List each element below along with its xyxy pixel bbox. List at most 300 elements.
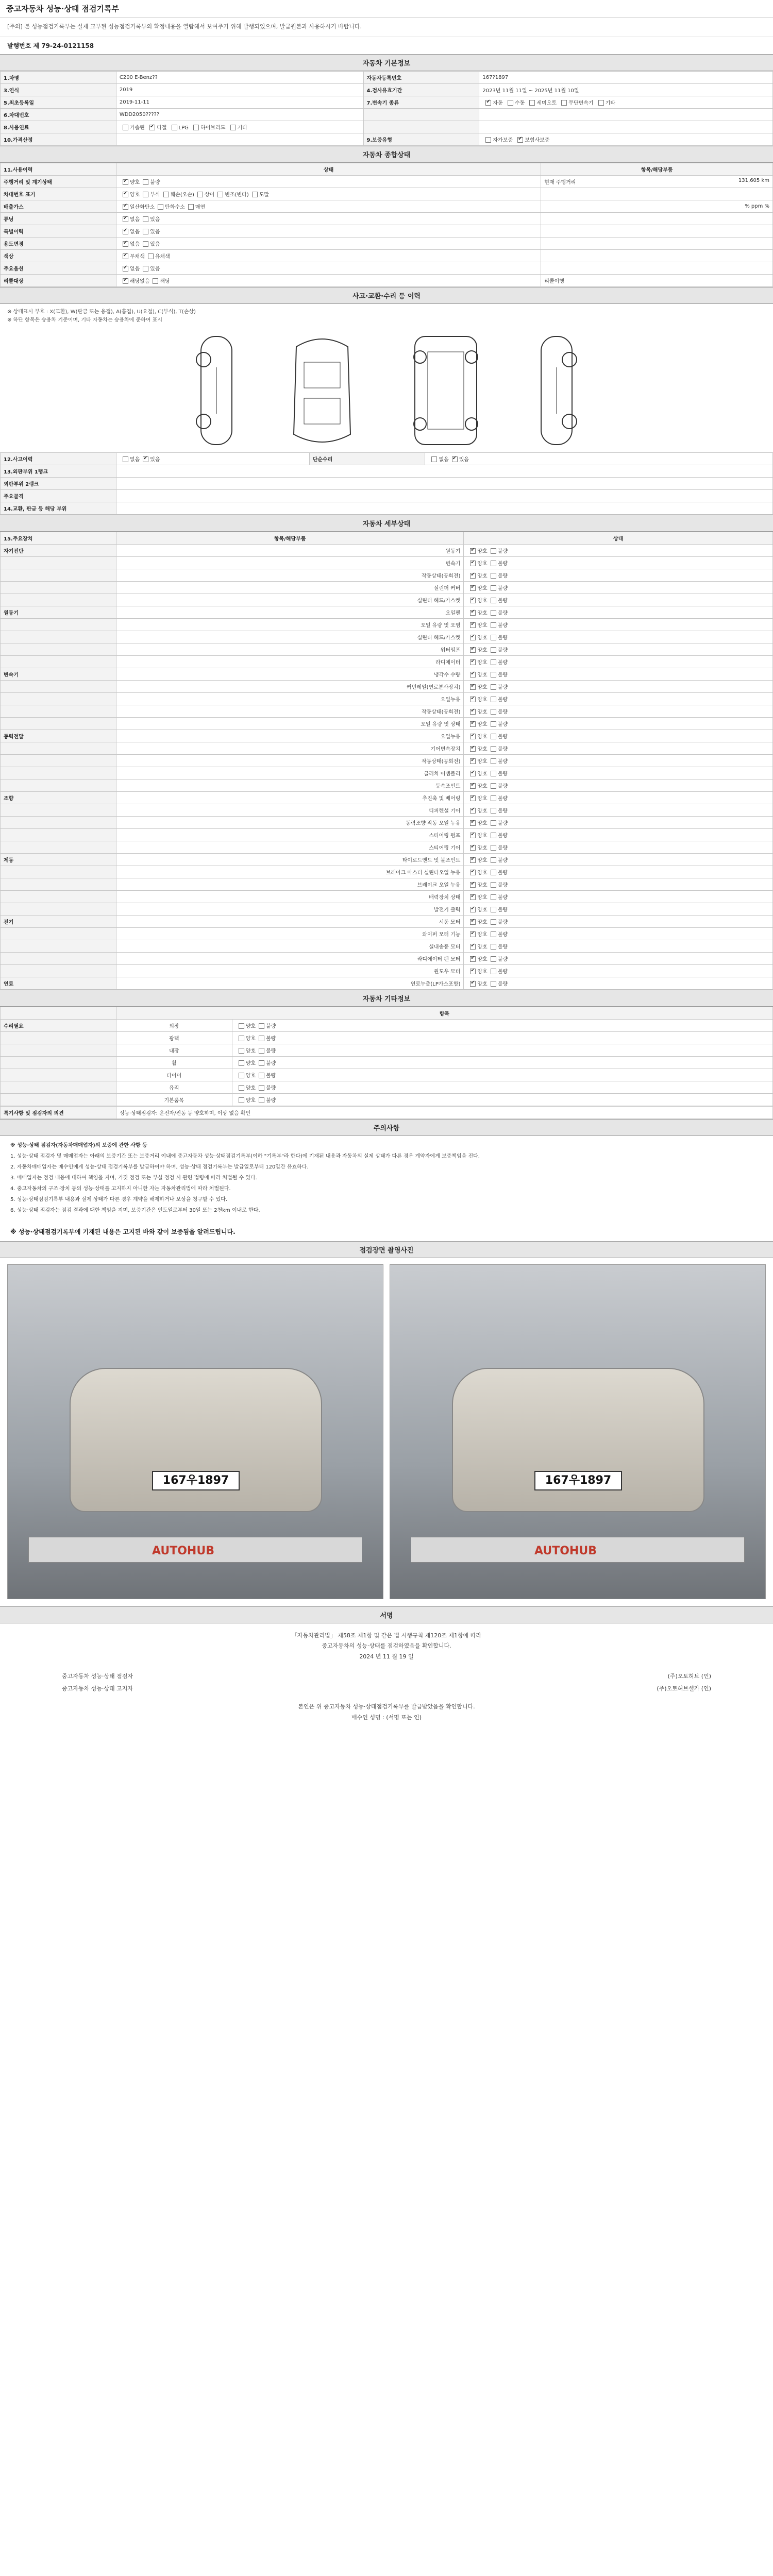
detail-status-option: 불량	[497, 919, 508, 925]
detail-status	[464, 841, 773, 853]
detail-group	[1, 717, 116, 730]
checkbox-icon	[470, 919, 476, 925]
checkbox-icon	[123, 241, 128, 247]
checkbox-icon	[123, 229, 128, 234]
detail-group	[1, 631, 116, 643]
detail-group	[1, 556, 116, 569]
accident-option: 없음	[129, 456, 140, 463]
detail-status-option: 양호	[477, 956, 488, 962]
detail-group	[1, 754, 116, 767]
detail-status-option: 불량	[497, 931, 508, 938]
detail-item: 추진축 및 베어링	[116, 791, 464, 804]
checkbox-icon	[491, 585, 496, 591]
summary-note-label: 현재 주행거리	[544, 179, 576, 185]
detail-row	[1, 767, 773, 779]
detail-status-option: 불량	[497, 734, 508, 740]
detail-head-device: 15.주요장치	[1, 532, 116, 544]
detail-status-option: 양호	[477, 795, 488, 802]
detail-status	[464, 730, 773, 742]
summary-note-label: 리콜이행	[544, 278, 564, 284]
car-shape	[452, 1368, 704, 1512]
checkbox-icon	[491, 746, 496, 752]
summary-option: 변조(변타)	[225, 192, 249, 198]
checkbox-icon	[158, 204, 163, 210]
detail-group	[1, 767, 116, 779]
extra-status	[232, 1031, 772, 1044]
detail-row	[1, 804, 773, 816]
checkbox-icon	[491, 919, 496, 925]
summary-row	[1, 188, 773, 200]
checkbox-icon	[491, 882, 496, 888]
fuel-option: 기타	[237, 125, 247, 131]
car-shape	[70, 1368, 322, 1512]
detail-status	[464, 940, 773, 952]
detail-status	[464, 890, 773, 903]
legend-line: ※ 하단 항목은 승용차 기준이며, 기타 자동차는 승용차에 준하여 표시	[7, 317, 162, 323]
checkbox-icon	[239, 1073, 244, 1078]
extra-status	[232, 1044, 772, 1056]
detail-item: 작동상태(공회전)	[116, 754, 464, 767]
summary-note	[541, 225, 773, 237]
detail-row	[1, 569, 773, 581]
detail-group	[1, 964, 116, 977]
repair-option: 있음	[459, 456, 469, 463]
extra-group: 수리필요	[1, 1019, 116, 1031]
accident-legend	[0, 304, 773, 329]
checkbox-icon	[491, 697, 496, 702]
warranty-options	[479, 133, 773, 145]
detail-status-option: 불량	[497, 721, 508, 727]
checkbox-icon	[491, 721, 496, 727]
detail-row	[1, 903, 773, 915]
checkbox-icon	[252, 192, 258, 197]
extra-status-option: 불량	[266, 1085, 276, 1091]
detail-status-option: 양호	[477, 833, 488, 839]
document-number: 발행번호 제 79-24-0121158	[7, 42, 94, 49]
detail-group: 자기진단	[1, 544, 116, 556]
detail-status-option: 불량	[497, 585, 508, 591]
checkbox-icon	[491, 659, 496, 665]
extra-status-option: 양호	[245, 1085, 256, 1091]
detail-status-option: 불량	[497, 746, 508, 752]
detail-status-option: 양호	[477, 721, 488, 727]
summary-option: 없음	[129, 216, 140, 223]
summary-options	[116, 188, 541, 200]
checkbox-icon	[470, 659, 476, 665]
detail-item: 등속조인트	[116, 779, 464, 791]
checkbox-icon	[149, 125, 155, 130]
summary-option: 해당	[160, 278, 170, 284]
summary-options	[116, 262, 541, 274]
extra-row	[1, 1081, 773, 1093]
vin-value: WDD2050?????	[116, 108, 363, 121]
detail-row	[1, 692, 773, 705]
summary-table	[0, 163, 773, 287]
detail-status	[464, 631, 773, 643]
checkbox-icon	[561, 100, 567, 106]
summary-head-item: 항목/해당부품	[541, 163, 773, 175]
detail-status	[464, 692, 773, 705]
detail-item: 시동 모터	[116, 915, 464, 927]
summary-note	[541, 188, 773, 200]
detail-row	[1, 878, 773, 890]
checkbox-icon	[470, 734, 476, 739]
detail-row	[1, 631, 773, 643]
summary-row	[1, 175, 773, 188]
detail-status-option: 불량	[497, 833, 508, 839]
detail-status	[464, 643, 773, 655]
photo-front	[7, 1264, 383, 1599]
valid-value: 2023년 11월 11일 ~ 2025년 11월 10일	[479, 83, 773, 96]
year-label: 3.연식	[1, 83, 116, 96]
checkbox-icon	[491, 981, 496, 987]
checkbox-icon	[259, 1036, 264, 1041]
checkbox-icon	[470, 697, 476, 702]
checkbox-icon	[123, 253, 128, 259]
detail-row	[1, 927, 773, 940]
summary-label: 리콜대상	[1, 274, 116, 286]
detail-row	[1, 816, 773, 828]
detail-row	[1, 730, 773, 742]
summary-options	[116, 175, 541, 188]
detail-row	[1, 705, 773, 717]
detail-status	[464, 742, 773, 754]
detail-status-option: 불량	[497, 758, 508, 765]
gear-option: 세미오토	[536, 100, 557, 106]
detail-group: 변속기	[1, 668, 116, 680]
checkbox-icon	[239, 1085, 244, 1091]
section-caution-header: 주의사항	[0, 1119, 773, 1136]
detail-item: 워터펌프	[116, 643, 464, 655]
extra-row	[1, 1019, 773, 1031]
gear-option: 수동	[514, 100, 525, 106]
detail-status	[464, 952, 773, 964]
detail-status-option: 불량	[497, 820, 508, 826]
detail-item: 타이로드엔드 및 볼조인트	[116, 853, 464, 866]
checkbox-icon	[491, 956, 496, 962]
detail-group	[1, 804, 116, 816]
checkbox-icon	[470, 598, 476, 603]
detail-status-option: 양호	[477, 746, 488, 752]
caution-line: 1. 성능·상태 점검자 및 매매업자는 아래의 보증기간 또는 보증거리 이내에 중고자동차 성능·상태점검기록부(이하 "기록부"라 한다)에 기재된 내용과 자동차의 실제 상태가 다른 경우 계약자에게 보증책임을 진다.	[10, 1153, 480, 1159]
detail-item: 라디에이터 팬 모터	[116, 952, 464, 964]
checkbox-icon	[517, 137, 523, 143]
detail-status-option: 양호	[477, 771, 488, 777]
detail-status-option: 양호	[477, 845, 488, 851]
checkbox-icon	[470, 944, 476, 950]
repair-option: 없음	[439, 456, 449, 463]
detail-group	[1, 680, 116, 692]
checkbox-icon	[491, 610, 496, 616]
detail-row	[1, 779, 773, 791]
checkbox-icon	[259, 1048, 264, 1054]
summary-row	[1, 274, 773, 286]
extra-group	[1, 1069, 116, 1081]
sign-block	[0, 1623, 773, 1670]
extra-head: 항목	[116, 1007, 772, 1019]
detail-item: 동력조향 작동 오일 누유	[116, 816, 464, 828]
rank2-label: 외판부위 2랭크	[1, 477, 116, 489]
detail-status	[464, 791, 773, 804]
sign-line: 「자동차관리법」 제58조 제1항 및 같은 법 시행규칙 제120조 제1항에 따라	[291, 1632, 482, 1639]
detail-status-option: 양호	[477, 672, 488, 678]
notifier-label: 중고자동차 성능·상태 고지자	[62, 1685, 133, 1692]
caution-bottom: ※ 성능·상태점검기록부에 기재된 내용은 고지된 바와 같이 보증됨을 알려드립니다.	[10, 1228, 236, 1235]
opinion-table	[0, 1106, 773, 1119]
fuel-option: 가솔린	[129, 125, 145, 131]
gear-option: 기타	[605, 100, 616, 106]
detail-item: 오일 유량 및 상태	[116, 717, 464, 730]
summary-option: 훼손(오손)	[170, 192, 194, 198]
checkbox-icon	[259, 1073, 264, 1078]
detail-status-option: 불량	[497, 709, 508, 715]
detail-status-option: 양호	[477, 981, 488, 987]
extra-group	[1, 1044, 116, 1056]
checkbox-icon	[431, 456, 437, 462]
detail-status	[464, 828, 773, 841]
opinion-value: 성능·상태점검자: 운전자/진동 등 양호하며, 이상 없음 확인	[116, 1106, 772, 1118]
detail-row	[1, 853, 773, 866]
checkbox-icon	[197, 192, 203, 197]
detail-status-option: 양호	[477, 598, 488, 604]
car-top-diagram	[286, 331, 358, 450]
license-plate: 167우1897	[152, 1471, 240, 1490]
extra-item: 유리	[116, 1081, 232, 1093]
detail-item: 연료누출(LP가스포함)	[116, 977, 464, 989]
car-right-side-diagram	[533, 331, 580, 450]
detail-status	[464, 556, 773, 569]
inspection-photos	[0, 1258, 773, 1599]
detail-item: 작동상태(공회전)	[116, 569, 464, 581]
checkbox-icon	[470, 684, 476, 690]
summary-note-value: 131,605 km	[738, 177, 769, 183]
detail-status-option: 양호	[477, 659, 488, 666]
checkbox-icon	[470, 672, 476, 677]
extra-status-option: 양호	[245, 1073, 256, 1079]
reg-label: 자동차등록번호	[363, 71, 479, 83]
checkbox-icon	[491, 548, 496, 554]
detail-row	[1, 556, 773, 569]
detail-status-option: 불량	[497, 598, 508, 604]
warranty-option: 보험사보증	[525, 137, 550, 143]
detail-status-option: 불량	[497, 635, 508, 641]
detail-head-state: 상태	[464, 532, 773, 544]
checkbox-icon	[143, 229, 148, 234]
checkbox-icon	[123, 266, 128, 272]
detail-status-option: 불량	[497, 981, 508, 987]
checkbox-icon	[163, 192, 169, 197]
checkbox-icon	[239, 1036, 244, 1041]
detail-status-option: 양호	[477, 697, 488, 703]
fuel-options	[116, 121, 363, 133]
license-plate: 167우1897	[534, 1471, 622, 1490]
checkbox-icon	[491, 561, 496, 566]
section-extra-header: 자동차 기타정보	[0, 990, 773, 1007]
summary-option: 있음	[150, 266, 160, 272]
caution-line: 6. 성능·상태 점검자는 점검 결과에 대한 책임을 지며, 보증기간은 인도일로부터 30일 또는 2천km 이내로 한다.	[10, 1207, 260, 1213]
extra-row	[1, 1031, 773, 1044]
checkbox-icon	[188, 204, 194, 210]
detail-status	[464, 804, 773, 816]
first-reg-value: 2019-11-11	[116, 96, 363, 108]
detail-status-option: 양호	[477, 548, 488, 554]
caution-line: 2. 자동차매매업자는 매수인에게 성능·상태 점검기록부를 발급하여야 하며, 성능·상태 점검기록부는 발급일로부터 120일간 유효하다.	[10, 1164, 309, 1170]
detail-status	[464, 866, 773, 878]
detail-group: 원동기	[1, 606, 116, 618]
checkbox-icon	[153, 278, 158, 284]
checkbox-icon	[239, 1060, 244, 1066]
price-label: 10.가격산정	[1, 133, 116, 145]
summary-head-usage: 11.사용이력	[1, 163, 116, 175]
checkbox-icon	[470, 783, 476, 789]
detail-item: 오일누유	[116, 692, 464, 705]
detail-status	[464, 927, 773, 940]
detail-group	[1, 594, 116, 606]
checkbox-icon	[470, 746, 476, 752]
detail-status-option: 양호	[477, 610, 488, 616]
detail-row	[1, 606, 773, 618]
detail-item: 배력장치 상태	[116, 890, 464, 903]
summary-row	[1, 212, 773, 225]
detail-group	[1, 878, 116, 890]
detail-status-option: 불량	[497, 845, 508, 851]
summary-option: 있음	[150, 241, 160, 247]
summary-option: 없음	[129, 241, 140, 247]
summary-option: 상이	[204, 192, 215, 198]
detail-status-option: 양호	[477, 969, 488, 975]
warranty-label: 9.보증유형	[363, 133, 479, 145]
checkbox-icon	[491, 944, 496, 950]
detail-row	[1, 680, 773, 692]
detail-group	[1, 816, 116, 828]
detail-group	[1, 952, 116, 964]
checkbox-icon	[143, 266, 148, 272]
detail-group: 전기	[1, 915, 116, 927]
extra-row	[1, 1056, 773, 1069]
summary-option: 부식	[150, 192, 160, 198]
detail-status-option: 양호	[477, 894, 488, 901]
detail-status	[464, 569, 773, 581]
detail-status	[464, 717, 773, 730]
detail-item: 윈도우 모터	[116, 964, 464, 977]
summary-option: 없음	[129, 229, 140, 235]
detail-status-option: 불량	[497, 969, 508, 975]
checkbox-icon	[470, 758, 476, 764]
detail-item: 브레이크 마스터 실린더오일 누유	[116, 866, 464, 878]
car-left-side-diagram	[193, 331, 240, 450]
detail-row	[1, 618, 773, 631]
checkbox-icon	[470, 882, 476, 888]
checkbox-icon	[239, 1023, 244, 1029]
checkbox-icon	[259, 1085, 264, 1091]
summary-note	[541, 175, 773, 188]
summary-row	[1, 262, 773, 274]
extra-status-option: 불량	[266, 1023, 276, 1029]
section-detail-header: 자동차 세부상태	[0, 515, 773, 532]
summary-option: 불량	[150, 179, 160, 185]
detail-group	[1, 643, 116, 655]
summary-note-value: % ppm %	[745, 203, 769, 209]
gear-option: 무단변속기	[568, 100, 594, 106]
detail-status	[464, 655, 773, 668]
detail-status	[464, 903, 773, 915]
checkbox-icon	[470, 795, 476, 801]
summary-option: 없음	[129, 266, 140, 272]
accident-table	[0, 452, 773, 515]
checkbox-icon	[491, 635, 496, 640]
checkbox-icon	[123, 456, 128, 462]
extra-item: 외장	[116, 1019, 232, 1031]
detail-status-option: 불량	[497, 783, 508, 789]
checkbox-icon	[491, 894, 496, 900]
detail-item: 스티어링 펌프	[116, 828, 464, 841]
checkbox-icon	[143, 192, 148, 197]
detail-status-option: 양호	[477, 820, 488, 826]
detail-item: 브레이크 오일 누유	[116, 878, 464, 890]
detail-status-option: 불량	[497, 870, 508, 876]
detail-status-option: 불량	[497, 956, 508, 962]
summary-label: 용도변경	[1, 237, 116, 249]
vin-label: 6.차대번호	[1, 108, 116, 121]
checkbox-icon	[470, 820, 476, 826]
checkbox-icon	[123, 204, 128, 210]
lift-brand-text: AUTOHUB	[534, 1544, 597, 1557]
detail-status-option: 양호	[477, 758, 488, 765]
receiver-block	[0, 1694, 773, 1731]
detail-item: 디퍼렌셜 기어	[116, 804, 464, 816]
detail-status-option: 불량	[497, 944, 508, 950]
extra-group	[1, 1031, 116, 1044]
detail-status-option: 불량	[497, 610, 508, 616]
detail-head-item: 항목/해당부품	[116, 532, 464, 544]
sign-row	[0, 1682, 773, 1694]
detail-group	[1, 618, 116, 631]
detail-status	[464, 581, 773, 594]
checkbox-icon	[491, 709, 496, 715]
detail-status-option: 양호	[477, 870, 488, 876]
extra-item: 기본품목	[116, 1093, 232, 1106]
detail-status-option: 양호	[477, 573, 488, 579]
checkbox-icon	[123, 179, 128, 185]
checkbox-icon	[470, 635, 476, 640]
car-diagram	[0, 329, 773, 452]
first-reg-label: 5.최초등록일	[1, 96, 116, 108]
sign-line: 중고자동차의 성능·상태를 점검하였음을 확인합니다.	[322, 1642, 451, 1650]
detail-item: 클러치 어셈블리	[116, 767, 464, 779]
detail-item: 변속기	[116, 556, 464, 569]
checkbox-icon	[470, 647, 476, 653]
detail-status-option: 양호	[477, 585, 488, 591]
caution-line: 4. 중고자동차의 구조·장치 등의 성능·상태를 고지하지 아니한 자는 자동차관리법에 따라 처벌된다.	[10, 1185, 231, 1192]
detail-table	[0, 532, 773, 990]
detail-status-option: 불량	[497, 697, 508, 703]
detail-status-option: 양호	[477, 783, 488, 789]
summary-option: 있음	[150, 229, 160, 235]
summary-option: 도말	[259, 192, 270, 198]
checkbox-icon	[491, 758, 496, 764]
detail-status-option: 양호	[477, 808, 488, 814]
checkbox-icon	[491, 857, 496, 863]
detail-item: 커먼레일(연료분사장치)	[116, 680, 464, 692]
detail-row	[1, 841, 773, 853]
checkbox-icon	[491, 647, 496, 653]
detail-status-option: 양호	[477, 684, 488, 690]
extra-item: 휠	[116, 1056, 232, 1069]
section-accident-header: 사고·교환·수리 등 이력	[0, 287, 773, 304]
photo-rear	[390, 1264, 766, 1599]
gear-options	[479, 96, 773, 108]
checkbox-icon	[491, 783, 496, 789]
